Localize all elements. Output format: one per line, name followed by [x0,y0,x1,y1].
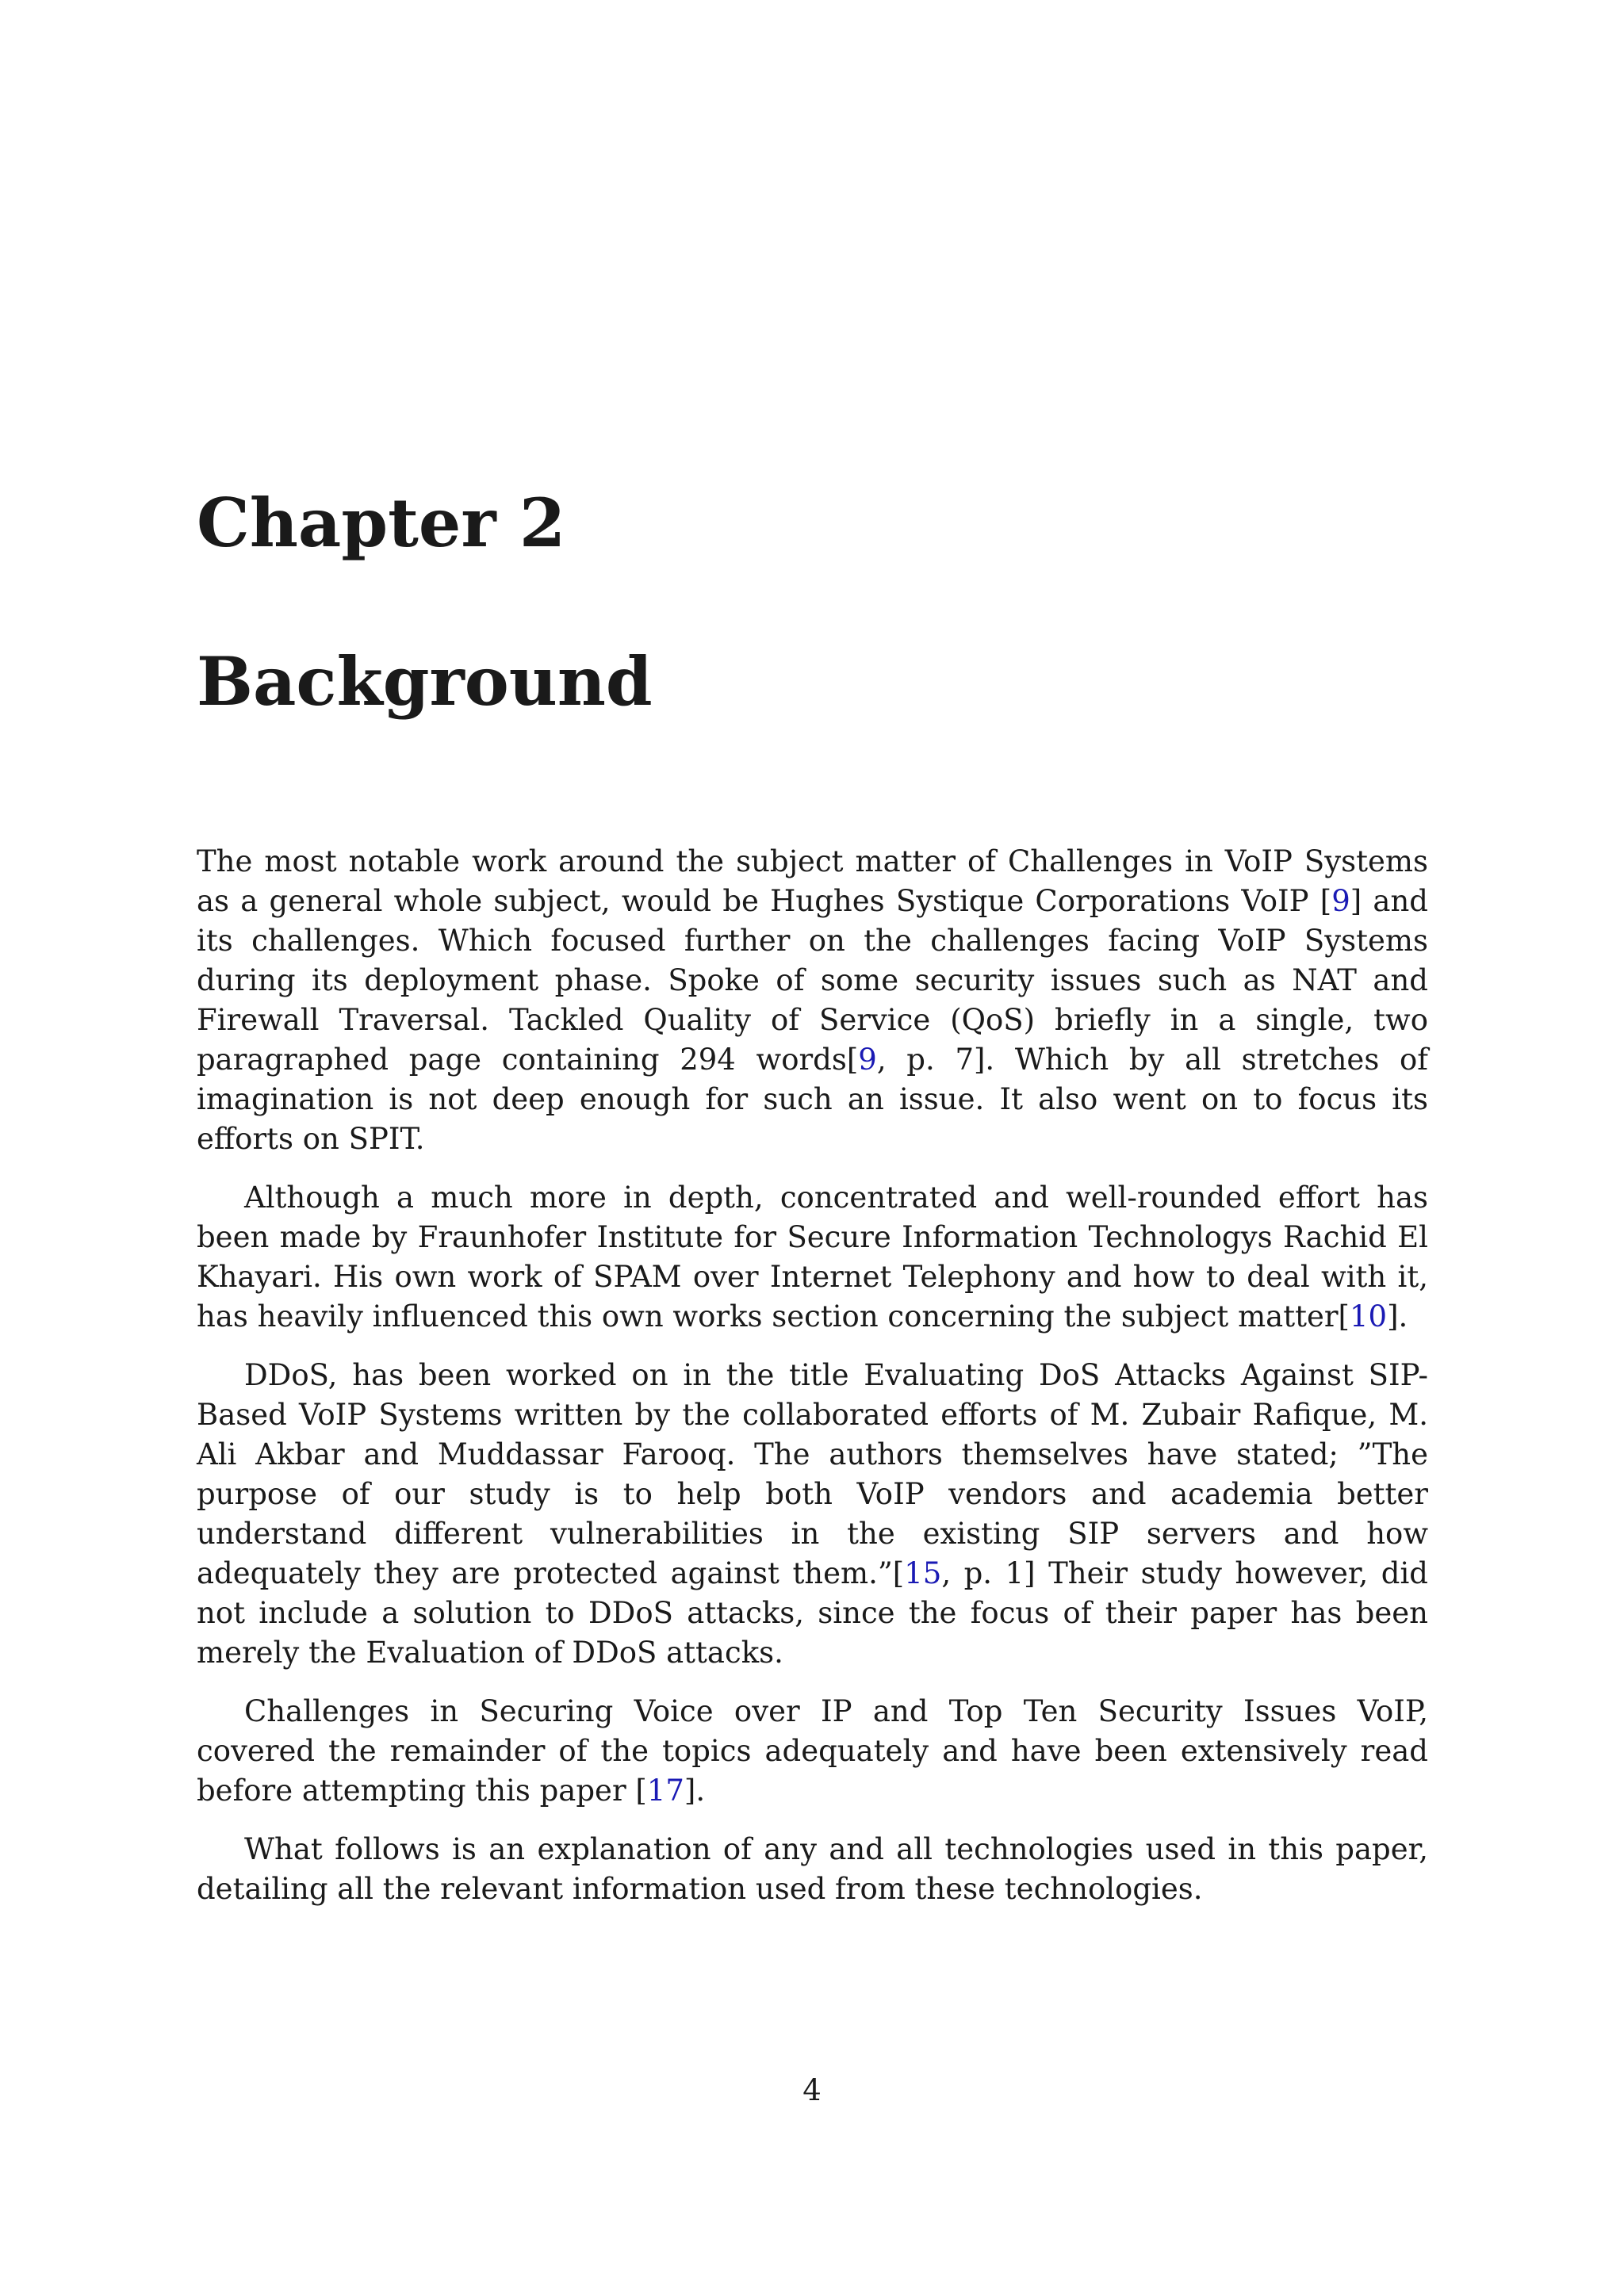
citation-link[interactable]: 9 [858,1043,877,1077]
paragraph [197,1356,1428,1673]
paragraph-text: ] and its challenges. Which focused further on the challenges facing VoIP Systems during its deployment phase. Spoke of some security issues such as NAT and Firewall Traversal. Tackled Quality of Service (QoS) briefly in a single, two paragraphed page containing 294 words[ [197,884,1428,1077]
paragraph [197,1692,1428,1811]
paragraph-text: The most notable work around the subject matter of Challenges in VoIP Systems as a general whole subject, would be Hughes Systique Corporations VoIP [197,844,1428,918]
paragraph-text: What follows is an explanation of any and all technologies used in this paper, detailing all the relevant information used from these technologies. [197,1832,1428,1906]
citation-link[interactable]: 15 [904,1556,942,1590]
body-text [197,842,1428,1928]
paragraph-text: ]. [1387,1299,1408,1334]
paragraph-text: Although a much more in depth, concentrated and well-rounded effort has been made by Fraunhofer Institute for Secure Information Technologys Rachid El Khayari. His own work of SPAM over Internet Telephony and how to deal with it, has heavily influenced this own works section concerning the subject matter[ [197,1181,1428,1334]
paragraph-text: DDoS, has been worked on in the title Evaluating DoS Attacks Against SIP-Based VoIP Systems written by the collaborated efforts of M. Zubair Rafique, M. Ali Akbar and Muddassar Farooq. The authors themselves have stated; ”The purpose of our study is to help both VoIP vendors and academia better understand different vulnerabilities in the existing SIP servers and how adequately they are protected against them.”[ [197,1358,1428,1590]
chapter-label: Chapter 2 [197,484,566,562]
citation-link[interactable]: 9 [1331,884,1350,918]
citation-link[interactable]: 17 [646,1774,684,1808]
paragraph [197,1178,1428,1337]
paragraph-text: [ [1320,884,1332,918]
paragraph-text: , p. 7]. Which by all stretches of imagination is not deep enough for such an issue. It also went on to focus its efforts on SPIT. [197,1043,1428,1156]
paragraph-text: , p. 1] Their study however, did not include a solution to DDoS attacks, since the focus of their paper has been merely the Evaluation of DDoS attacks. [197,1556,1428,1670]
page-number: 4 [802,2073,822,2107]
paragraph [197,842,1428,1159]
paragraph [197,1830,1428,1909]
paragraph-text: Challenges in Securing Voice over IP and Top Ten Security Issues VoIP, covered the remainder of the topics adequately and have been extensively read before attempting this paper [ [197,1694,1428,1808]
chapter-title: Background [197,642,653,721]
paragraph-text: ]. [684,1774,706,1808]
citation-link[interactable]: 10 [1349,1299,1388,1334]
